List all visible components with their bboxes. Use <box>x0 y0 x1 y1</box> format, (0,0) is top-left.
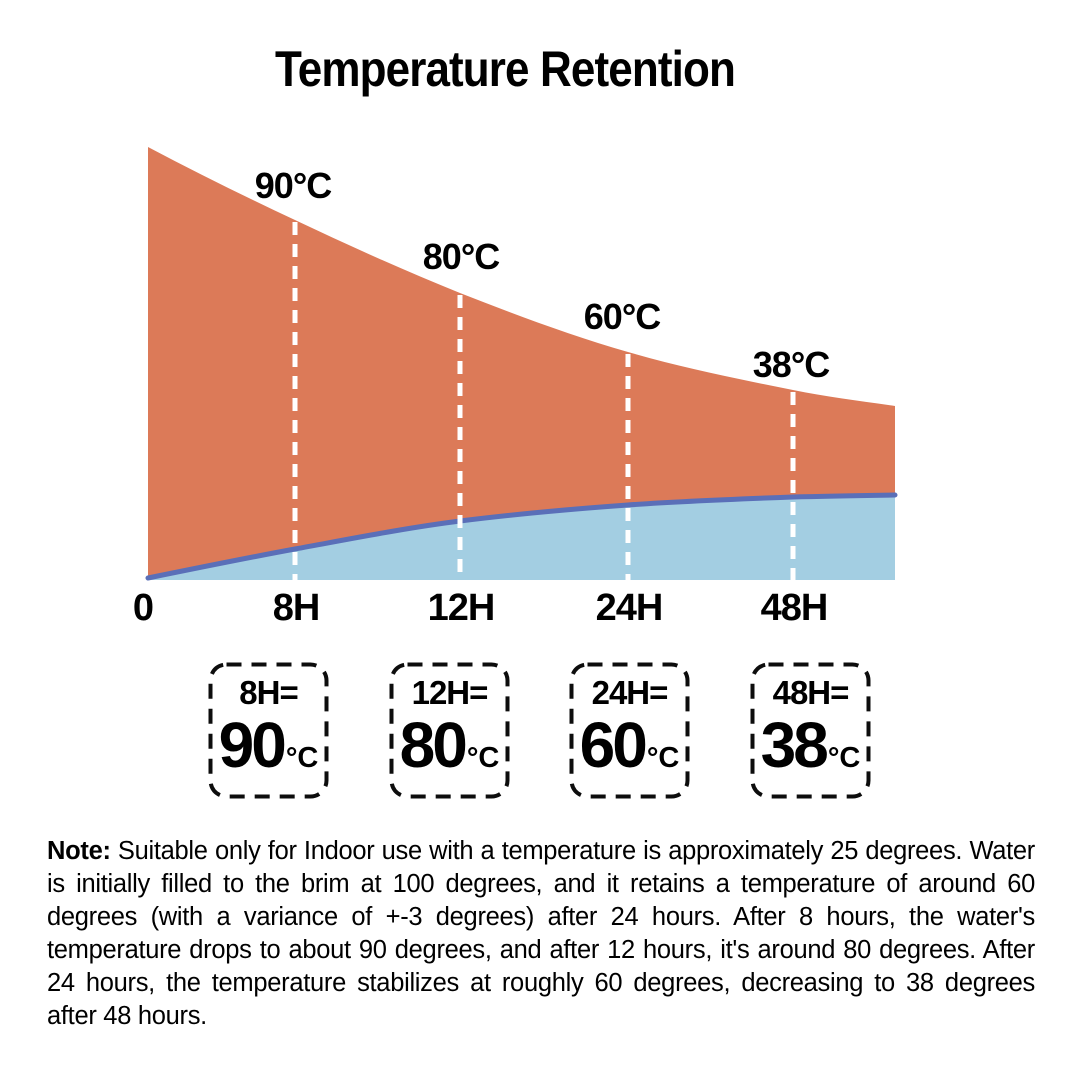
box-hours-label: 24H= <box>591 674 668 711</box>
box-hours-label: 8H= <box>239 674 298 711</box>
x-tick-24h: 24H <box>595 587 663 629</box>
annotation-38c: 38°C <box>752 344 830 385</box>
x-tick-48h: 48H <box>760 587 828 629</box>
temperature-area-chart <box>0 120 1080 640</box>
x-tick-0: 0 <box>132 587 154 629</box>
summary-box-24h <box>569 662 690 799</box>
chart-svg <box>0 120 1080 640</box>
annotation-90c: 90°C <box>254 165 332 206</box>
box-temp-value: 38 <box>760 709 826 781</box>
box-temp-unit: °C <box>285 742 319 774</box>
box-temp-value: 80 <box>399 709 465 781</box>
box-temp-unit: °C <box>466 742 500 774</box>
box-temp-value: 90 <box>218 709 284 781</box>
note-paragraph <box>47 835 1035 1033</box>
box-temp-unit: °C <box>646 742 680 774</box>
x-tick-8h: 8H <box>272 587 320 629</box>
summary-box-48h <box>750 662 871 799</box>
x-tick-12h: 12H <box>427 587 495 629</box>
annotation-60c: 60°C <box>583 296 661 337</box>
box-temp <box>569 709 690 781</box>
annotation-80c: 80°C <box>422 236 500 277</box>
summary-box-8h <box>208 662 329 799</box>
box-temp <box>389 709 510 781</box>
box-temp-value: 60 <box>579 709 645 781</box>
summary-box-12h <box>389 662 510 799</box>
note-text: Suitable only for Indoor use with a temperature is approximately 25 degrees. Water is initially filled to the brim at 100 degrees, and it retains a temperature of around 60 degrees (with a variance of +-3 degrees) after 24 hours. After 8 hours, the water's temperature drops to about 90 degrees, and after 12 hours, it's around 80 degrees. After 24 hours, the temperature stabilizes at roughly 60 degrees, decreasing to 38 degrees after 48 hours. <box>47 837 1035 1030</box>
summary-boxes-row <box>0 662 1080 799</box>
box-hours-label: 12H= <box>411 674 488 711</box>
note-label: Note: <box>47 837 111 865</box>
page-title: Temperature Retention <box>275 41 735 97</box>
box-temp <box>208 709 329 781</box>
box-temp <box>750 709 871 781</box>
box-temp-unit: °C <box>827 742 861 774</box>
box-hours-label: 48H= <box>772 674 849 711</box>
